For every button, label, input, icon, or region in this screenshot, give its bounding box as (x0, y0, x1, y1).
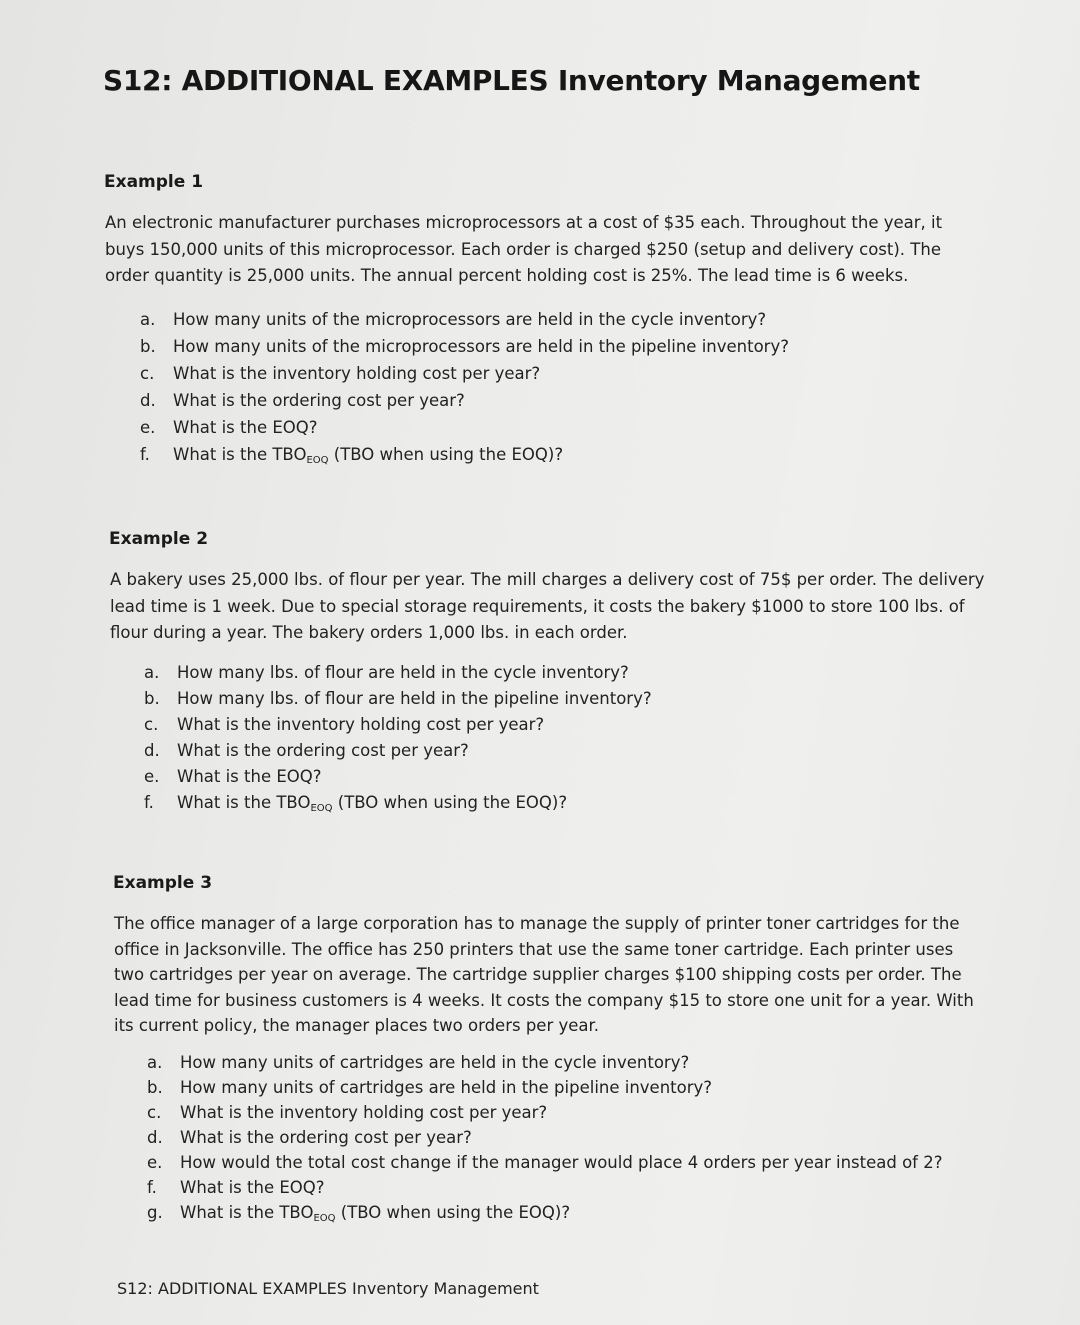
eoq-subscript: EOQ (313, 1213, 336, 1224)
example-2-paragraph (110, 567, 984, 647)
question-letter: b. (147, 1078, 163, 1097)
question-text: What is the ordering cost per year? (177, 741, 469, 760)
question-text (180, 1203, 570, 1224)
example-2-heading: Example 2 (109, 529, 209, 549)
question-text: What is the EOQ? (177, 767, 322, 786)
question-letter: a. (144, 663, 160, 682)
page-footer: S12: ADDITIONAL EXAMPLES Inventory Management (117, 1279, 539, 1298)
question-letter: e. (140, 418, 156, 437)
question-letter: e. (147, 1153, 163, 1172)
paragraph-line: flour during a year. The bakery orders 1,000 lbs. in each order. (110, 623, 628, 642)
question-letter: d. (144, 741, 160, 760)
question-letter: g. (147, 1203, 163, 1222)
question-text: How many units of cartridges are held in the cycle inventory? (180, 1053, 690, 1072)
question-letter: b. (140, 337, 156, 356)
paragraph-line: lead time is 1 week. Due to special storage requirements, it costs the bakery $1000 to store 100 lbs. of (110, 596, 965, 616)
question-text-pre: What is the TBO (180, 1203, 314, 1222)
question-text: How many units of cartridges are held in the pipeline inventory? (180, 1078, 713, 1097)
question-text-post: (TBO when using the EOQ)? (332, 793, 568, 812)
paragraph-line: its current policy, the manager places two orders per year. (114, 1016, 600, 1035)
paragraph-line: buys 150,000 units of this microprocessor. Each order is charged $250 (setup and delivery cost). The (105, 239, 941, 259)
question-text: How many lbs. of flour are held in the cycle inventory? (177, 663, 629, 682)
paragraph-line: office in Jacksonville. The office has 250 printers that use the same toner cartridge. Each printer uses (114, 939, 954, 959)
question-text: How would the total cost change if the manager would place 4 orders per year instead of 2? (180, 1153, 943, 1172)
question-text: What is the inventory holding cost per year? (180, 1103, 548, 1122)
question-letter: d. (140, 391, 156, 410)
question-letter: c. (140, 364, 155, 383)
question-text: How many units of the microprocessors are held in the cycle inventory? (173, 310, 767, 329)
eoq-subscript: EOQ (306, 455, 329, 466)
question-text: How many units of the microprocessors are held in the pipeline inventory? (173, 337, 789, 356)
question-letter: e. (144, 767, 160, 786)
question-text-post: (TBO when using the EOQ)? (328, 445, 564, 464)
question-text: What is the EOQ? (180, 1178, 325, 1197)
question-text (173, 445, 563, 466)
paragraph-line: A bakery uses 25,000 lbs. of flour per year. The mill charges a delivery cost of 75$ per order. The delivery (110, 570, 985, 589)
question-text-pre: What is the TBO (173, 445, 307, 464)
question-letter: f. (147, 1178, 157, 1197)
example-3-paragraph (114, 911, 974, 1039)
question-text: How many lbs. of flour are held in the pipeline inventory? (177, 689, 652, 708)
question-text: What is the inventory holding cost per year? (177, 715, 545, 734)
example-1-paragraph (105, 210, 942, 290)
question-letter: b. (144, 689, 160, 708)
question-text (177, 793, 567, 814)
paragraph-line: two cartridges per year on average. The cartridge supplier charges $100 shipping costs per order. The (114, 965, 962, 984)
question-text: What is the EOQ? (173, 418, 318, 437)
question-letter: f. (144, 793, 154, 812)
question-letter: c. (147, 1103, 162, 1122)
page-title: S12: ADDITIONAL EXAMPLES Inventory Management (103, 64, 920, 97)
question-letter: a. (147, 1053, 163, 1072)
question-text: What is the inventory holding cost per year? (173, 364, 541, 383)
paragraph-line: An electronic manufacturer purchases microprocessors at a cost of $35 each. Throughout the year, it (105, 213, 943, 232)
paragraph-line: order quantity is 25,000 units. The annual percent holding cost is 25%. The lead time is 6 weeks. (105, 266, 909, 285)
question-letter: d. (147, 1128, 163, 1147)
question-text-post: (TBO when using the EOQ)? (335, 1203, 571, 1222)
question-letter: a. (140, 310, 156, 329)
question-text: What is the ordering cost per year? (173, 391, 465, 410)
question-text: What is the ordering cost per year? (180, 1128, 472, 1147)
example-3-heading: Example 3 (113, 873, 213, 893)
question-letter: f. (140, 445, 150, 464)
paragraph-line: lead time for business customers is 4 weeks. It costs the company $15 to store one unit for a year. With (114, 990, 974, 1010)
example-1-heading: Example 1 (104, 172, 204, 192)
paragraph-line: The office manager of a large corporation has to manage the supply of printer toner cartridges for the (114, 914, 960, 933)
eoq-subscript: EOQ (310, 803, 333, 814)
question-letter: c. (144, 715, 159, 734)
question-text-pre: What is the TBO (177, 793, 311, 812)
